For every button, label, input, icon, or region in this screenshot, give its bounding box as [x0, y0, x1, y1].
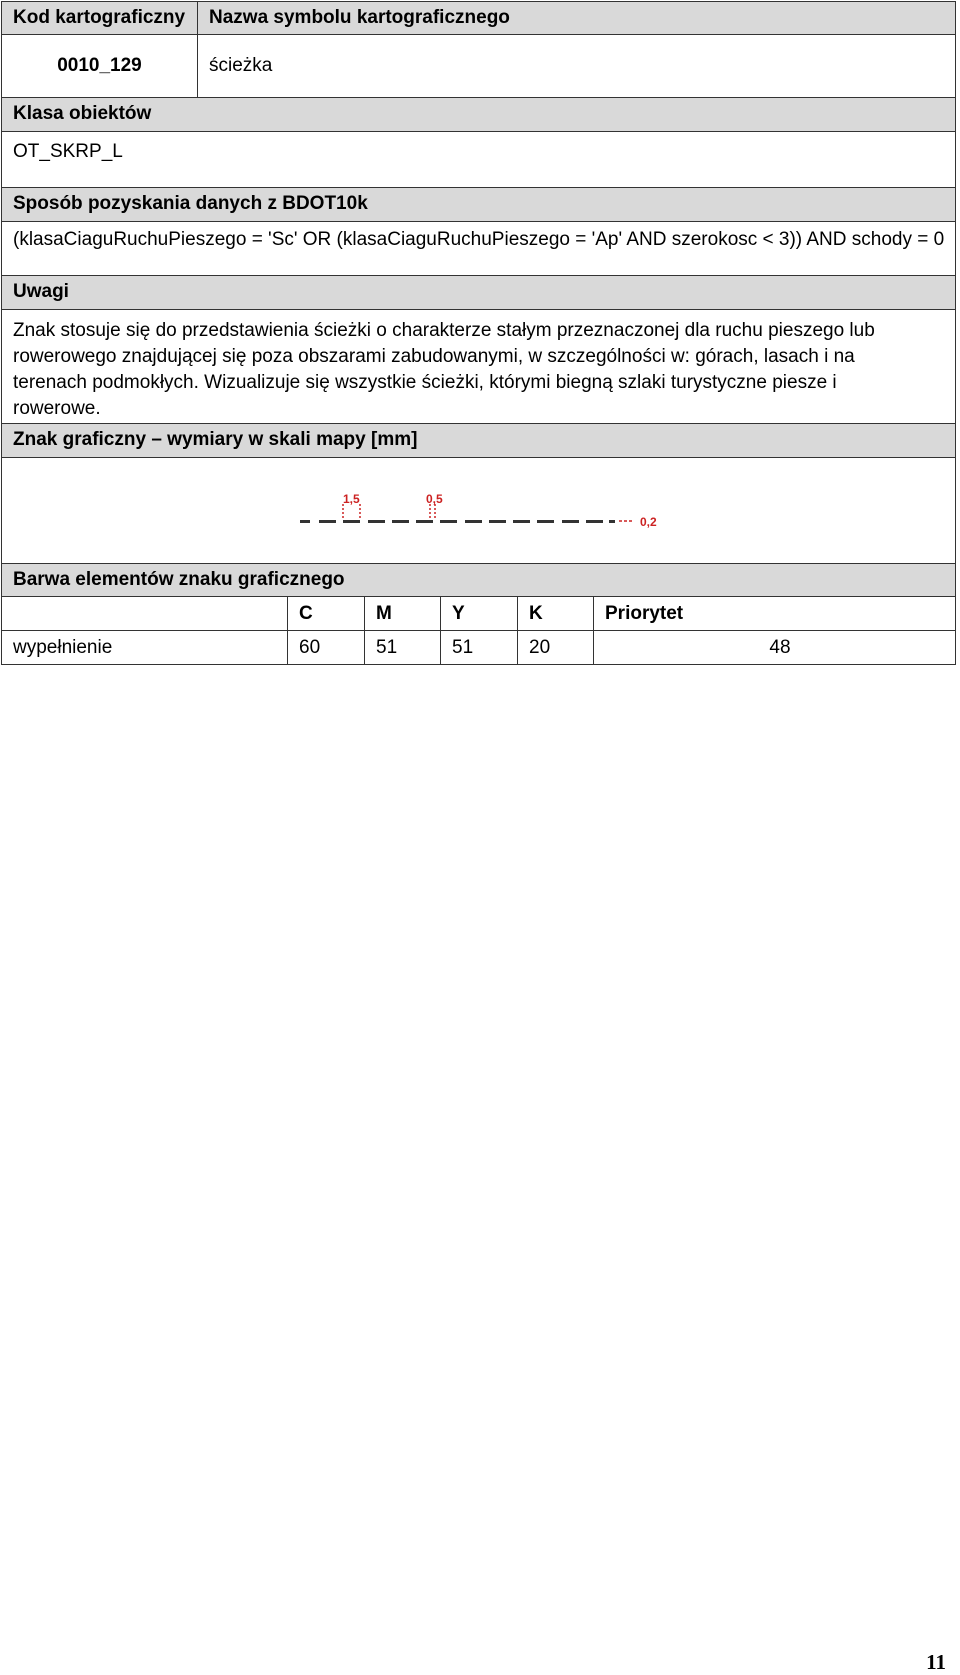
acquisition-value: (klasaCiaguRuchuPieszego = 'Sc' OR (klasaCiaguRuchuPieszego = 'Ap' AND szerokosc < 3)) AND schody = 0: [1, 222, 956, 276]
dash-length-dimension: [343, 492, 360, 520]
remarks-line: rowerowego znajdującej się poza obszarami zabudowanymi, w szczególności w: górach, lasach i na: [13, 346, 855, 367]
code-header: Kod kartograficzny: [2, 2, 198, 34]
dash-segment: [392, 520, 409, 523]
value-c: 60: [288, 631, 365, 664]
column-header-y: Y: [441, 597, 518, 630]
gap-length-value: 0,5: [426, 492, 443, 506]
value-priority: 48: [769, 637, 791, 658]
column-header-k: K: [518, 597, 594, 630]
dash-segment: [609, 520, 615, 523]
value-y: 51: [441, 631, 518, 664]
element-column-header: [2, 597, 288, 630]
symbol-code: 0010_129: [2, 35, 198, 97]
symbol-name: ścieżka: [209, 55, 273, 76]
table-row: [1, 631, 956, 665]
symbol-sheet: [1, 1, 956, 665]
line-width-dimension: [619, 515, 657, 529]
remarks-line: terenach podmokłych. Wizualizuje się wszystkie ścieżki, którymi biegną szlaki turystyczne piesze i: [13, 372, 837, 393]
dash-segment: [416, 520, 433, 523]
remarks-line: rowerowe.: [13, 398, 101, 419]
dash-segment: [319, 520, 336, 523]
header-row: [1, 1, 956, 35]
element-name: wypełnienie: [2, 631, 288, 664]
dash-segment: [489, 520, 506, 523]
name-header: Nazwa symbolu kartograficznego: [209, 7, 510, 28]
column-header-c: C: [288, 597, 365, 630]
dash-segment: [343, 520, 360, 523]
remarks-text: [1, 310, 956, 424]
dash-segment: [465, 520, 482, 523]
dash-length-value: 1,5: [343, 492, 360, 506]
line-width-value: 0,2: [640, 515, 657, 529]
dash-segment: [562, 520, 579, 523]
dash-segment: [440, 520, 457, 523]
column-header-m: M: [365, 597, 441, 630]
dash-segment: [368, 520, 385, 523]
column-header-priority: Priorytet: [605, 603, 684, 624]
dashed-line: [300, 520, 615, 523]
page-number: 11: [926, 1650, 946, 1674]
symbol-row: [1, 35, 956, 98]
dash-segment: [537, 520, 554, 523]
dash-segment: [513, 520, 530, 523]
gap-length-dimension: [426, 492, 443, 520]
path-symbol: [2, 458, 954, 564]
acquisition-label: Sposób pozyskania danych z BDOT10k: [1, 188, 956, 222]
value-k: 20: [518, 631, 594, 664]
object-class-label: Klasa obiektów: [1, 98, 956, 132]
value-m: 51: [365, 631, 441, 664]
remarks-label: Uwagi: [1, 276, 956, 310]
dash-segment: [300, 520, 310, 523]
colors-label: Barwa elementów znaku graficznego: [1, 564, 956, 597]
colors-header-row: [1, 597, 956, 631]
dash-segment: [586, 520, 603, 523]
remarks-line: Znak stosuje się do przedstawienia ścieżki o charakterze stałym przeznaczonej dla ruchu pieszego lub: [13, 320, 875, 341]
graphic-symbol-area: [1, 458, 956, 564]
object-class-value: OT_SKRP_L: [1, 132, 956, 188]
graphic-label: Znak graficzny – wymiary w skali mapy [mm]: [1, 424, 956, 458]
